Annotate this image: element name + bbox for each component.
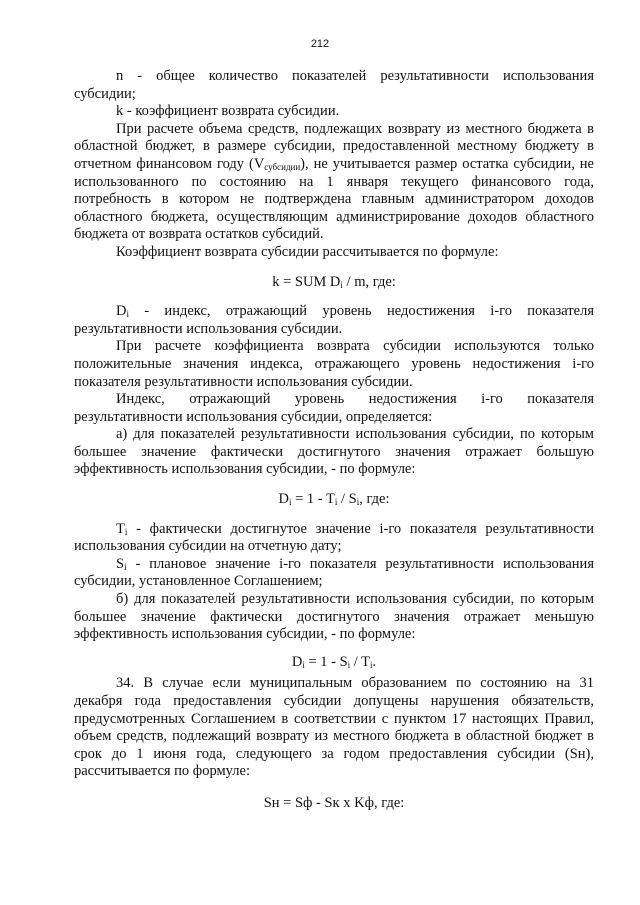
- text-run: - фактически достигнутое значение i-го показателя результативности использования субсидии на отчетную дату;: [74, 520, 594, 555]
- page-number: 212: [310, 38, 330, 50]
- text-run: При расчете объема средств, подлежащих возврату из местного бюджета в областной бюджет, в размере субсидии, предоставленной местному бюджету в отчетном финансовом году (V: [74, 120, 594, 172]
- subscript: i: [302, 659, 305, 670]
- subscript: i: [288, 497, 292, 508]
- paragraph-positive-values: При расчете коэффициента возврата субсидии используются только положительные значения индекса, отражающего уровень недостижения i-го показателя результативности использования субсидии.: [74, 338, 594, 390]
- formula-part: , где:: [359, 491, 390, 508]
- subscript: i: [356, 497, 360, 508]
- subscript: i: [370, 659, 373, 670]
- paragraph-n-definition: n - общее количество показателей результативности использования субсидии;: [74, 68, 594, 102]
- subscript: i: [334, 497, 338, 508]
- formula-index-b: [74, 654, 594, 672]
- formula-index-a: [74, 491, 594, 509]
- formula-return-coefficient: [74, 274, 594, 292]
- paragraph-calculation-note: [74, 121, 594, 244]
- subscript: субсидии: [264, 161, 301, 172]
- text-run: ), не учитывается размер остатка субсидии, не использованного по состоянию на 1 января текущего финансового года, потребность в котором не подтверждена главным администратором доходов областного бюджета, осуществляющим администрирование доходов областного бюджета от возврата остатков субсидий.: [74, 155, 594, 243]
- formula-return-volume: Sн = Sф - Sк x Kф, где:: [263, 794, 405, 811]
- subscript: i: [124, 561, 127, 572]
- formula-part: D: [278, 491, 289, 508]
- formula-part: / m, где:: [342, 273, 396, 290]
- text-run: S: [116, 555, 125, 572]
- paragraph-case-b: б) для показателей результативности использования субсидии, по которым большее значение фактически достигнутого значения отражает меньшую эффективность использования субсидии, - по формуле:: [74, 591, 594, 643]
- paragraph-ti-definition: [74, 521, 594, 556]
- paragraph-formula-intro: Коэффициент возврата субсидии рассчитывается по формуле:: [116, 243, 499, 260]
- subscript: i: [340, 279, 343, 290]
- text-run: - индекс, отражающий уровень недостижения i-го показателя результативности использования субсидии.: [74, 303, 594, 337]
- paragraph-index-determined: Индекс, отражающий уровень недостижения i-го показателя результативности использования субсидии, определяется:: [74, 391, 594, 425]
- text-run: - плановое значение i-го показателя результативности использования субсидии, установленное Соглашением;: [74, 555, 594, 590]
- text-run: T: [116, 520, 125, 537]
- paragraph-34: 34. В случае если муниципальным образованием по состоянию на 31 декабря года предоставления субсидии допущены нарушения обязательств, предусмотренных Соглашением в соответствии с пунктом 17 настоящих Правил, объем средств, подлежащий возврату из местного бюджета в областной бюджет в срок до 1 июня года, следующего за годом предоставления субсидии (Sн), рассчитывается по формуле:: [74, 675, 594, 780]
- document-body: [74, 68, 594, 813]
- paragraph-si-definition: [74, 556, 594, 591]
- formula-part: D: [291, 653, 303, 670]
- paragraph-k-definition: k - коэффициент возврата субсидии.: [116, 103, 340, 120]
- text-run: D: [116, 303, 127, 320]
- subscript: i: [126, 309, 129, 320]
- formula-part: .: [372, 653, 377, 670]
- formula-part: / T: [350, 653, 371, 670]
- formula-part: = 1 - S: [304, 653, 348, 670]
- formula-part: = 1 - T: [291, 491, 335, 508]
- subscript: i: [124, 526, 128, 537]
- formula-part: / S: [337, 491, 357, 508]
- formula-part: k = SUM D: [272, 273, 341, 290]
- subscript: i: [347, 659, 351, 670]
- paragraph-case-a: а) для показателей результативности использования субсидии, по которым большее значение фактически достигнутого значения отражает большую эффективность использования субсидии, - по формуле:: [74, 426, 594, 478]
- paragraph-di-definition: [74, 303, 594, 338]
